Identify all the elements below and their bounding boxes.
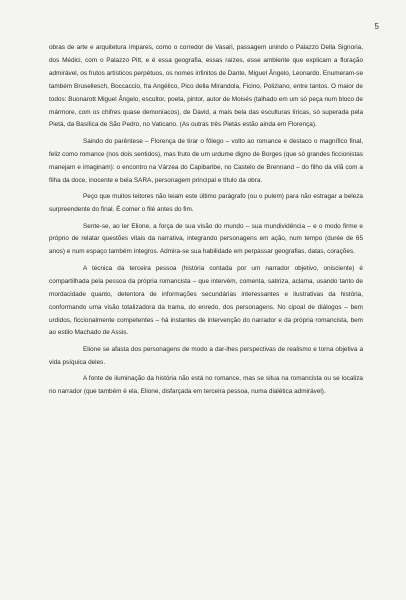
paragraph-4: Sente-se, ao ler Elione, a força de sua visão do mundo – sua mundividência – e o modo firme e próprio de relatar questões vitais da narrativa, integrando personagens em ação, num tempo (durée de 65 anos) e num espaço também íntegros. Admira-se sua habilidade em perpassar geografias, datas, corações. — [49, 222, 363, 256]
page-number: 5 — [374, 22, 379, 31]
paragraph-6: Elione se afasta dos personagens de modo a dar-lhes perspectivas de realismo e torna objetiva a vida psíquica deles. — [49, 345, 363, 366]
paragraph-7: A fonte de iluminação da história não está no romance, mas se situa na romancista ou se localiza no narrador (que também é ela, Elione, disfarçada em terceira pessoa, numa dialética admirável). — [49, 375, 363, 396]
paragraph-5: A técnica da terceira pessoa (história contada por um narrador objetivo, onisciente) é compartilhada pela pessoa da própria romancista – que intervém, comenta, satiriza, aclama, usando tanto de mordacidade quanto, detentora de informações secundárias interessantes e ilustrativas da história, conformando uma visão totalizadora da trama, do enredo, dos personagens. No cipoal de diálogos – bem urdidos, ficcionalmente competentes – há instantes de intervenção do narrador e da própria romancista, bem ao estilo Machado de Assis. — [49, 264, 363, 337]
paragraph-2: Saindo do parêntese – Florença de tirar o fôlego – volto ao romance e destaco o magnífico final, feliz como romance (nos dois sentidos), mas fruto de um urdume digno de Borges (que só grandes ficcionistas manejam e imaginam): o encontro na Várzea do Capibaribe, no Castelo de Brennand – do filho da vilã com a filha da doce, inocente e bela SARA, personagem principal e título da obra. — [49, 137, 363, 184]
body-text — [49, 42, 363, 399]
paragraph-1: obras de arte e arquitetura ímpares, como o corredor de Vasari, passagem unindo o Palazzo Della Signoria, dos Médici, com o Palazzo Pitt, e é essa geografia, essas raízes, esse ambiente que explicam a floração admirável, os frutos artísticos perpétuos, os nomes infinitos de Dante, Miguel Ângelo, Leonardo. Enumeram-se também Brusellesch, Boccaccio, fra Angélico, Pico della Mirandola, Ficino, Poliziano, entre tantos. O maior de todos: Buonarott Miguel Ângelo, escultor, poeta, pintor, autor de Moisés (talhado em um só peça num bloco de mármore, com os chifres quase demoníacos), de David, a mais bela das esculturas líricas, só superada pela Pietá, da Basílica de São Pedro, no Vaticano. (As outras três Pietás estão ainda em Florença). — [49, 44, 364, 129]
paragraph-3: Peço que muitos leitores não leiam este último parágrafo (ou o pulem) para não estragar a beleza surpreendente do final. É comer o filé antes do fim. — [49, 193, 363, 214]
